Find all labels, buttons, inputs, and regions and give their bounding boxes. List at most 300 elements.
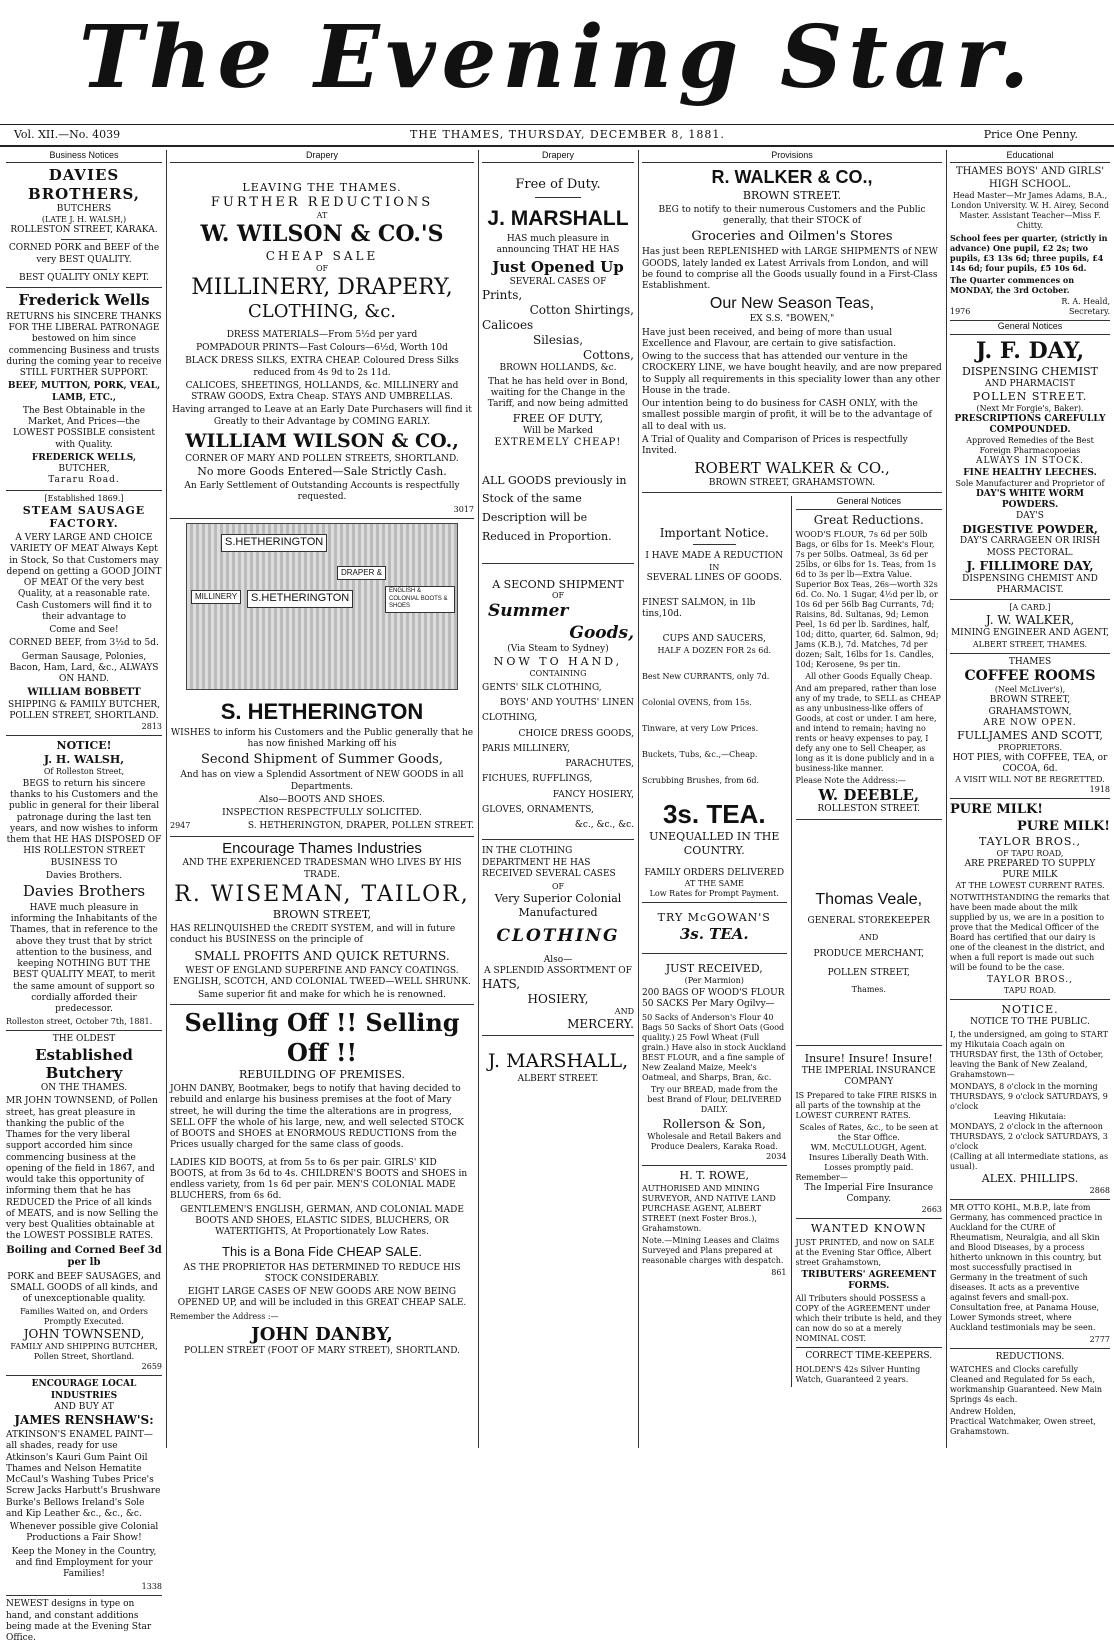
ad-text: FINE HEALTHY LEECHES. [963,467,1097,478]
ad-number: 1976 [950,307,971,317]
goods-list [482,683,634,832]
ad-text: POMPADOUR PRINTS—Fast Colours—6½d, Worth 10d [196,343,448,353]
ad-heading: W. WILSON & CO.'S [200,221,444,248]
ad-heading: J. H. WALSH, [43,753,125,766]
column-divider [166,150,167,1448]
ad-text: No more Goods Entered—Sale Strictly Cash. [197,464,447,478]
ad-text: A VISIT WILL NOT BE REGRETTED. [955,775,1105,785]
ad-text: Have just been received, and being of more than usual Excellence and Flavour, are certain to give satisfaction. [642,327,896,349]
ad-text: The Quarter commences on MONDAY, the 3rd October. [950,275,1075,296]
ad-text: LEAVING THE THAMES. [242,181,402,195]
ad-heading: JOHN TOWNSEND, [23,1327,145,1342]
ad-text: FREDERICK WELLS, [31,452,137,463]
ad-text: DAY'S [1016,511,1044,522]
ad-number: 2663 [921,1205,942,1214]
ad-heading: SMALL PROFITS AND QUICK RETURNS. [194,948,450,963]
ad-text: All Tributers should POSSESS a COPY of the AGREEMENT under which their tribute is held, and they can now do so at a merely NOMINAL COST. [795,1294,942,1344]
ad-text: SHIPPING & FAMILY BUTCHER, POLLEN STREET, SHORTLAND. [7,699,161,721]
ad-heading: Great Reductions. [813,512,924,527]
ad-text: THE IMPERIAL INSURANCE COMPANY [801,1066,936,1088]
ad-heading: Second Shipment of Summer Goods, [201,752,443,767]
ad-text: AND THE EXPERIENCED TRADESMAN WHO LIVES BY HIS TRADE. [182,858,462,880]
goods-list-item: GLOVES, ORNAMENTS, [482,804,594,815]
ad-text: BROWN STREET, GRAHAMSTOWN, [988,695,1072,717]
ad-text: HOT PIES, with COFFEE, TEA, or COCOA, 6d. [952,752,1108,774]
ad-text: Also—BOOTS AND SHOES. [258,794,386,805]
ad-text: FAMILY AND SHIPPING BUTCHER, Pollen Street, Shortland. [10,1342,158,1362]
ad-text: Owing to the success that has attended our venture in the CROCKERY LINE, we have bought heavily, and are now prepared to Supply all requirements in this speciality lower than any other House in the trade. [642,352,942,396]
issue-date: THE THAMES, THURSDAY, DECEMBER 8, 1881. [410,128,725,141]
ad-text: Davies Brothers. [45,870,123,881]
ad-text: [A CARD.] [1009,603,1051,613]
ad-heading: Davies Brothers [22,882,146,900]
ad-text: The Best Obtainable in the Market, And Prices—the LOWEST POSSIBLE consistent with Quality. [12,405,156,450]
ad-text: DAY'S CARRAGEEN OR IRISH MOSS PECTORAL. [959,536,1101,558]
section-header: Drapery [482,150,634,163]
ad-text: ROLLESTON STREET. [817,804,921,815]
column-drapery-marshall [482,150,634,1448]
ad-text: ALBERT STREET, THAMES. [972,639,1088,649]
ad-text: [Established 1869.] [44,493,124,503]
ad-text: HAS much pleasure in announcing THAT HE HAS [496,233,620,255]
ad-text: Tararu Road. [48,475,120,486]
ad-text: AND [614,1007,634,1017]
ad-heading: J. W. WALKER, [985,613,1075,628]
ad-text: WM. McCULLOUGH, Agent. [810,1142,927,1152]
ad-heading: PURE MILK! [1017,818,1110,834]
section-header: General Notices [950,320,1110,334]
subcolumn-right [792,496,942,1386]
subcolumn-left [642,496,792,1386]
ad-text: REBUILDING OF PREMISES. [238,1068,406,1082]
ad-heading: JOHN DANBY, [251,1323,393,1345]
ad-item: Prints, [482,288,523,303]
ad-heading: TAYLOR BROS., [978,834,1082,848]
ad-text: WILLIAM BOBBETT [27,687,141,699]
shop-sign: MILLINERY [191,590,241,604]
ad-text: That he has held over in Bond, waiting for the Change in the Tariff, and now being admitted [487,376,629,409]
ad-text: AT THE SAME [684,878,744,888]
ad-text: Will be Marked [523,426,593,436]
ad-item: HATS, [482,977,521,992]
ad-heading: CLOTHING, &c. [247,301,397,323]
ad-text: BEST QUALITY ONLY KEPT. [18,272,150,283]
ad-heading: Free of Duty. [515,177,601,193]
ad-heading: Groceries and Oilmen's Stores [691,229,893,244]
dateline [0,124,1114,147]
ad-text: ROLLESTON STREET, KARAKA. [10,225,158,235]
ad-text: BUTCHER, [58,464,110,474]
ad-text: LADIES KID BOOTS, at from 5s to 6s per pair. GIRLS' KID BOOTS, at from 3s 6d to 4s. CHILDREN'S BOOTS and SHOES in endless variety, from 1s 6d per pair. MEN'S COLONIAL MADE BLUCHERS, from 6s 6d. [170,1157,468,1202]
ad-number: 1338 [141,1582,162,1592]
ad-text: ARE NOW OPEN. [983,717,1077,728]
ad-text: ARE PREPARED TO SUPPLY PURE MILK [964,858,1096,880]
ad-text: GENTLEMEN'S ENGLISH, GERMAN, AND COLONIAL MADE BOOTS AND SHOES, ELASTIC SIDES, BLUCHERS, OR WATERTIGHTS, At Proportionately Low Rates. [180,1204,464,1237]
column-divider [638,150,639,1448]
ad-heading: REDUCTIONS. [995,1352,1065,1362]
ad-text: WEST OF ENGLAND SUPERFINE AND FANCY COATINGS. ENGLISH, SCOTCH, AND COLONIAL TWEED—WELL SHRUNK. [173,965,471,987]
ad-text: EIGHT LARGE CASES OF NEW GOODS ARE NOW BEING OPENED UP, and will be included in this GREAT CHEAP SALE. [177,1287,467,1309]
ad-text: FREE OF DUTY, [512,412,604,426]
shop-sign: S.HETHERINGTON [221,534,327,552]
ad-text: (Via Steam to Sydney) [507,643,609,654]
shop-sign: ENGLISH & COLONIAL BOOTS & SHOES [385,586,455,613]
ad-text: INSPECTION RESPECTFULLY SOLICITED. [222,808,422,818]
ad-text: Best New CURRANTS, only 7d. [642,671,770,681]
shop-sign: S.HETHERINGTON [247,590,353,608]
ad-item: HOSIERY, [527,992,589,1007]
ad-heading: Thomas Veale, [815,890,923,908]
ad-text: OF [551,591,565,601]
ad-text: Remember the Address :— [170,1311,279,1321]
ad-text: Of Rolleston Street, [43,766,125,776]
ad-text: Also— [543,954,573,965]
ad-item: Cotton Shirtings, [529,303,634,318]
ad-heading: W. DEEBLE, [818,785,920,804]
ad-text: JOHN DANBY, Bootmaker, begs to notify that having decided to rebuild and enlarge his business premises at the foot of Mary street, he will during the time the alterations are in progress, SELL OFF the whole of his large, new, and well selected STOCK of BOOTS and SHOES at ENORMOUS REDUCTIONS from the Prices usually charged for the same class of goods. [170,1084,464,1151]
section-header: Drapery [170,150,474,163]
section-header: Educational [950,150,1110,163]
ad-heading: JAMES RENSHAW'S: [14,1413,154,1427]
ad-number: 2034 [766,1151,787,1161]
ad-text: ATKINSON'S ENAMEL PAINT—all shades, ready for use Atkinson's Kauri Gum Paint Oil Thames and Nelson Hematite McCaul's Washing Tubes Price's Screw Jacks Harbutt's Brushware Burke's Bellows Ireland's Sole and Kip Leather &c., &c., &c. [6,1430,161,1519]
ad-number: 861 [771,1268,787,1278]
ad-text: ALL GOODS previously in Stock of the same Description will be Reduced in Proportion. [482,473,627,543]
ad-text: AND [859,932,879,942]
ad-text: (Neel McLiver's), [994,685,1066,695]
ad-text: 200 BAGS OF WOOD'S FLOUR 50 SACKS Per Mary Ogilvy— [642,988,785,1010]
ad-heading: ENCOURAGE LOCAL INDUSTRIES [31,1379,137,1401]
ad-text: Scales of Rates, &c., to be seen at the Star Office. [799,1122,939,1142]
ad-text: AUTHORISED AND MINING SURVEYOR, AND NATIVE LAND PURCHASE AGENT, ALBERT STREET (next Foster Bros.), Grahamstown. [642,1184,776,1234]
ad-text: BROWN HOLLANDS, &c. [499,363,617,374]
ad-text: Very Superior Colonial Manufactured [494,892,622,919]
ad-text: BROWN STREET. [742,188,842,202]
ad-text: TAYLOR BROS., [987,975,1073,985]
ad-text: BROWN STREET, GRAHAMSTOWN. [708,478,876,488]
section-header: Business Notices [6,150,162,163]
ad-text: S. HETHERINGTON, DRAPER, POLLEN STREET. [247,821,474,832]
ad-text: AT THE LOWEST CURRENT RATES. [955,881,1105,890]
column-divider [946,150,947,1448]
ad-text: Please Note the Address:— [795,775,906,785]
ad-heading: Selling Off !! Selling Off !! [184,1008,460,1068]
ad-text: NEWEST designs in type on hand, and constant additions being made at the Evening Star Office. [6,1599,152,1643]
ad-text: The Imperial Fire Insurance Company. [804,1182,934,1204]
ad-text: R. A. Heald, [1061,297,1110,307]
ad-text: I HAVE MADE A REDUCTION [645,551,784,562]
ad-text: A Trial of Quality and Comparison of Prices is respectfully Invited. [642,434,908,456]
ad-heading: H. T. ROWE, [679,1168,749,1182]
ad-heading: COFFEE ROOMS [964,667,1096,684]
goods-list-item: PARIS MILLINERY, [482,743,570,754]
ad-text: Approved Remedies of the Best Foreign Pharmacopoeias [966,436,1094,456]
ad-heading: J. MARSHALL, [487,1050,629,1073]
ad-text: 50 Sacks of Anderson's Flour 40 Bags 50 Sacks of Short Oats (Good quality.) 25 Fowl Wheat (Full grain.) Have also in stock Auckland BEST FLOUR, and a fine sample of New Zealand Maize, Meek's Oatmeal, and Sharps, Bran, &c. [642,1012,787,1082]
ad-text: An Early Settlement of Outstanding Accounts is respectfully requested. [184,480,460,502]
ad-text: Leaving Hikutaia: [993,1112,1067,1122]
ad-text: MONDAYS, 8 o'clock in the morning THURSDAYS, 9 o'clock SATURDAYS, 9 o'clock [950,1082,1108,1112]
ad-number: 1918 [1089,785,1110,795]
column-educational [950,150,1110,1448]
section-header: General Notices [796,496,942,509]
ad-text: Our intention being to do business for CASH ONLY, with the smallest possible margin of profit, it will be to the advantage of all to deal with us. [642,399,932,432]
ad-text: AND BUY AT [54,1401,114,1412]
volume-number: Vol. XII.—No. 4039 [14,128,121,141]
ad-heading: Encourage Thames Industries [222,839,422,857]
ad-heading: TRY McGOWAN'S [657,910,771,924]
ad-text: BUTCHERS [56,203,112,214]
ad-heading: J. FILLIMORE DAY, [966,558,1094,573]
ad-text: Note.—Mining Leases and Claims Surveyed and Plans prepared at reasonable charges with despatch. [642,1236,784,1266]
ad-heading: A SECOND SHIPMENT [492,577,624,591]
ad-text: PORK and BEEF SAUSAGES, and SMALL GOODS of all kinds, and of unexceptionable quality. [7,1271,161,1304]
ad-text: BEEF, MUTTON, PORK, VEAL, LAMB, ETC., [7,381,161,403]
ad-heading: J. MARSHALL [487,206,629,230]
ad-text: A VERY LARGE AND CHOICE VARIETY OF MEAT Always Kept in Stock, So that Customers may depend on getting a GOOD JOINT OF MEAT Of the very best Quality, at a reasonable rate. Cash Customers will find it to their advantage to [6,533,162,622]
ad-text: (Calling at all intermediate stations, as usual). [950,1152,1109,1172]
ad-text: Tinware, at very Low Prices. [642,723,759,733]
ad-heading: Important Notice. [659,526,769,541]
ad-number: 2947 [170,821,191,831]
goods-list-item: GENTS' SILK CLOTHING, [482,682,602,693]
ad-heading: Insure! Insure! Insure! [804,1052,933,1066]
ad-heading: Rollerson & Son, [662,1116,766,1131]
ad-text: SEVERAL CASES OF [509,277,607,287]
column-divider [478,150,479,1448]
ad-text: A SPLENDID ASSORTMENT OF [484,966,632,976]
ad-text: OF [551,882,565,891]
masthead [0,0,1114,122]
ad-text: Whenever possible give Colonial Productions a Fair Show! [9,1522,159,1544]
ad-heading: NOTICE! [56,739,112,753]
ad-text: Insures Liberally Death With. Losses promptly paid. [808,1152,929,1172]
ad-text: (Per Marmion) [684,976,744,985]
ad-text: ALWAYS IN STOCK. [976,456,1084,467]
ad-text: POLLEN STREET, [827,968,910,978]
ad-text: Secretary. [1068,307,1110,317]
ad-text: Thames. [851,985,886,995]
ad-text: PROPRIETORS. [997,742,1063,752]
ad-text: WISHES to inform his Customers and the Public generally that he has now finished Marking off his [170,727,474,749]
shop-engraving [186,523,458,690]
ad-text: JUST PRINTED, and now on SALE at the Evening Star Office, Albert street Grahamstown, [795,1237,935,1267]
ad-text: Having arranged to Leave at an Early Date Purchasers will find it Greatly to their Advantage by COMING EARLY. [172,405,472,427]
ad-heading: Goods, [569,622,634,643]
ad-heading: ROBERT WALKER & CO., [694,459,890,478]
ad-text: Try our BREAD, made from the best Brand of Flour, DELIVERED DAILY. [647,1084,782,1114]
ad-heading: This is a Bona Fide CHEAP SALE. [222,1244,422,1260]
ad-heading: Just Opened Up [492,258,624,277]
ad-heading: DAVIES BROTHERS, [28,166,140,203]
ad-text: ALBERT STREET. [517,1074,599,1084]
ad-heading: CORRECT TIME-KEEPERS. [805,1351,933,1362]
ad-text: HALF A DOZEN FOR 2s 6d. [657,645,772,655]
ad-heading: R. WISEMAN, TAILOR, [174,881,470,907]
ad-text: MR OTTO KOHL, M.B.P., late from Germany, has commenced practice in Auckland for the CURE of Rheumatism, Neuralgia, and all Skin and Blood Diseases, by a process hitherto unknown in this country, but most successfully practised in Germany in the treatment of such diseases. It acts as a preventive against fevers and small-pox. Consultation free, at Panama House, Lower Symonds street, where Auckland testimonials may be seen. [950,1203,1103,1332]
column-business-notices [6,150,162,1643]
ad-item: Calicoes [482,318,534,333]
ad-number: 3017 [453,505,474,514]
ad-text: BROWN STREET, [272,908,372,922]
goods-list-item: FANCY HOSIERY, [552,789,634,800]
ad-text: AND PHARMACIST [985,378,1075,389]
ad-text: SEVERAL LINES OF GOODS. [646,572,782,583]
shop-sign: DRAPER & [337,566,386,580]
ad-heading: S. HETHERINGTON [220,699,424,724]
ad-text: Andrew Holden, [950,1407,1016,1417]
ad-text: PRESCRIPTIONS CAREFULLY COMPOUNDED. [954,413,1106,435]
ad-text: CUPS AND SAUCERS, [662,634,766,645]
section-header: Provisions [642,150,942,163]
ad-text: DAY'S WHITE WORM POWDERS. [975,488,1085,510]
ad-item: Silesias, [532,333,584,348]
ad-text: OF [315,263,329,273]
ad-text: German Sausage, Polonies, Bacon, Ham, Lard, &c., ALWAYS ON HAND. [9,651,159,684]
ad-text: Families Waited on, and Orders Promptly Executed. [20,1307,148,1327]
ad-text: PRODUCE MERCHANT, [813,948,925,959]
ad-text: CALICOES, SHEETINGS, HOLLANDS, &c. MILLINERY and STRAW GOODS, Extra Cheap. STAYS AND UMBRELLAS. [185,380,459,402]
ad-heading: MILLINERY, DRAPERY, [191,274,453,300]
newspaper-title: The Evening Star. [78,7,1036,108]
ad-text: Same superior fit and make for which he is renowned. [198,990,446,1000]
ad-heading: JUST RECEIVED, [665,962,763,976]
ad-number: 2659 [141,1362,162,1372]
ad-text: AT [316,211,328,221]
ad-text: FAMILY ORDERS DELIVERED [644,867,785,878]
ad-item: MERCERY. [567,1017,634,1032]
ad-heading: DIGESTIVE POWDER, [962,522,1098,536]
ad-heading: 3s. TEA. [679,924,749,943]
ad-heading: Summer [488,601,569,622]
price: Price One Penny. [983,128,1078,141]
ad-text: CONTAINING [529,668,587,678]
ad-heading: ALEX. PHILLIPS. [981,1172,1079,1186]
ad-heading: Frederick Wells [18,291,150,309]
ad-text: BEGS to return his sincere thanks to his Customers and the public in general for their liberal patronage during the last ten years, and now wishes to inform them that HE HAS DISPOSED OF HIS ROLLESTON STREET BUSINESS TO [6,778,162,868]
ad-text: WOOD'S FLOUR, 7s 6d per 50lb Bags, or 6lbs for 1s. Meek's Flour, 7s per 50lbs. Oatmeal, 3s 6d per 25lbs, or 6lbs for 1s. Teas, from 1s 6d to 3s per lb—Extra Value. Superior Box Teas, 26s—worth 32s 6d. Co. No. 1 Sugar, 4½d per lb, or 10s 6d per 56lb Bag Currants, 7d; Raisins, 8d. Sultanas, 9d; Lemon Peel, 1s 6d per lb. Sardines, half, 10d; ditto, quarter, 6d. Salmon, 9d; Jams (K.B.), 7d. Matches, 7d per dozen; Salt, 16lbs for 1s. Candles, 10d; Kerosene, 9s per tin. [795,529,939,669]
ad-text: (Next Mr Forgie's, Baker). [976,403,1084,413]
ad-number: 2813 [141,722,162,732]
ad-item: Cottons, [583,348,634,363]
ad-text: CORNED BEEF, from 3½d to 5d. [9,638,159,649]
ad-text: NOTWITHSTANDING the remarks that have been made about the milk supplied by us, we are in a position to prove that the Medical Officer of the Board has certified that our dairy is one of the cleanest in the district, and when a full report is made out such will be found to be the case. [950,893,1110,972]
ad-text: EXTREMELY CHEAP! [494,437,622,449]
ad-text: TAPU ROAD. [1003,986,1057,996]
ad-text: And has on view a Splendid Assortment of NEW GOODS in all Departments. [180,770,464,792]
ad-text: Sole Manufacturer and Proprietor of [955,478,1105,488]
ad-text: ON THE THAMES. [40,1083,128,1093]
ad-text: Scrubbing Brushes, from 6d. [642,775,760,785]
ad-text: Buckets, Tubs, &c.,—Cheap. [642,749,758,759]
ad-text: Remember— [795,1172,848,1182]
ad-text: All other Goods Equally Cheap. [805,671,933,681]
ad-text: Wholesale and Retail Bakers and Produce Dealers, Karaka Road. [647,1131,782,1151]
column-drapery [170,150,474,1448]
ad-text: DISPENSING CHEMIST AND PHARMACIST. [962,573,1098,595]
ad-text: Has just been REPLENISHED with LARGE SHIPMENTS of NEW GOODS, lately landed ex Latest Arrivals from London, and will be found to comprise all the Goods usually found in a First-Class Establishment. [642,247,938,291]
goods-list-item: &c., &c., &c. [574,820,634,830]
ad-text: MINING ENGINEER AND AGENT, [950,628,1110,639]
ad-heading: CLOTHING [496,925,620,946]
ad-text: THE OLDEST [52,1034,116,1045]
ad-text: AS THE PROPRIETOR HAS DETERMINED TO REDUCE HIS STOCK CONSIDERABLY. [183,1262,461,1284]
ad-text: MR JOHN TOWNSEND, of Pollen street, has great pleasure in thanking the public of the Thames for the very liberal support accorded him since commencing business at the opening of the field in 1867, and would take this opportunity of informing them that he has REDUCED the Price of all kinds of MEATS, and is now Selling the very best Qualities obtainable at the LOWEST POSSIBLE RATES. [6,1096,159,1242]
ad-text: Low Rates for Prompt Payment. [649,888,779,898]
ad-heading: Our New Season Teas, [709,295,875,313]
ad-text: Head Master—Mr James Adams, B.A., London University. W. H. Airey, Second Master. Assistant Teacher—Miss F. Chitty. [950,191,1110,231]
ad-text: I, the undersigned, am going to START my Hikutaia Coach again on THURSDAY first, the 13th of October, leaving the Bank of New Zealand, Grahamstown— [950,1030,1108,1080]
ad-text: BLACK DRESS SILKS, EXTRA CHEAP. Coloured Dress Silks reduced from 4s 9d to 2s 11d. [185,356,459,378]
ad-text: CHEAP SALE [265,248,379,263]
ad-text: (LATE J. H. WALSH,) [41,215,127,224]
ad-heading: WILLIAM WILSON & CO., [185,429,459,452]
ad-heading: FULLJAMES AND SCOTT, [957,729,1103,742]
ad-text: POLLEN STREET. [972,390,1088,403]
ad-text: Boiling and Corned Beef 3d per lb [6,1244,162,1268]
ad-text: CORNER OF MARY AND POLLEN STREETS, SHORTLAND. [185,453,459,464]
ad-text: NOTICE TO THE PUBLIC. [970,1017,1090,1027]
ad-heading: WANTED KNOWN [810,1222,927,1235]
ad-text: Come and See! [49,625,119,635]
ad-heading: 3s. TEA. [662,798,766,829]
ad-heading: THAMES BOYS' AND GIRLS' HIGH SCHOOL. [955,166,1105,190]
ad-heading: J. F. DAY, [975,337,1085,364]
goods-list-item: FICHUES, RUFFLINGS, [482,774,593,785]
ad-heading: PURE MILK! [950,802,1043,818]
ad-text: IS Prepared to take FIRE RISKS in all parts of the township at the LOWEST CURRENT RATES. [795,1090,937,1120]
ad-text: HAS RELINQUISHED the CREDIT SYSTEM, and will in future conduct his BUSINESS on the principle of [170,924,456,946]
ad-text: NOW TO HAND, [493,655,623,668]
ad-text: HAVE much pleasure in informing the Inhabitants of the Thames, that in reference to the above they trust that by strict attention to the business, and keeping NOTHING BUT THE BEST QUALITY MEAT, to merit the same amount of support so cordially afforded their predecessor. [10,902,158,1014]
ad-text: MONDAYS, 2 o'clock in the afternoon THURSDAYS, 2 o'clock SATURDAYS, 3 o'clock [950,1122,1108,1152]
ad-text: WATCHES and Clocks carefully Cleaned and Regulated for 5s each, workmanship Guaranteed. New Main Springs 4s each. [950,1365,1103,1405]
ad-number: 2868 [1089,1186,1110,1195]
goods-list-item: CHOICE DRESS GOODS, [518,728,634,739]
ad-text: BEG to notify to their numerous Customers and the Public generally, that their STOCK of [658,204,926,226]
ad-text: IN [709,562,720,572]
ad-text: OF TAPU ROAD, [996,848,1064,858]
ad-text: RETURNS his SINCERE THANKS FOR THE LIBERAL PATRONAGE bestowed on him since commencing Business and trusts during the coming year to receive STILL FURTHER SUPPORT. [6,311,162,378]
ad-heading: TRIBUTERS' AGREEMENT FORMS. [801,1269,937,1291]
ad-text: DISPENSING CHEMIST [961,365,1099,378]
goods-list-item: PARACHUTES, [565,759,634,769]
ad-text: HOLDEN'S 42s Silver Hunting Watch, Guaranteed 2 years. [795,1364,921,1384]
column-provisions [642,150,942,1448]
goods-list-item: BOYS' AND YOUTHS' LINEN [499,698,634,708]
ad-number: 2777 [1089,1335,1110,1344]
ad-heading: NOTICE. [1001,1003,1059,1017]
ad-text: School fees per quarter, (strictly in advance) One pupil, £2 2s; two pupils, £3 13s 6d; three pupils, £4 14s 6d; four pupils, £5 10s 6d. [950,233,1108,274]
ad-text: IN THE CLOTHING DEPARTMENT HE HAS RECEIVED SEVERAL CASES [482,846,616,879]
ad-text: THAMES [1008,656,1052,667]
ad-heading: R. WALKER & CO., [711,167,873,188]
ad-text: Colonial OVENS, from 15s. [642,697,752,707]
ad-text: Keep the Money in the Country, and find Employment for your Families! [11,1546,157,1579]
ad-text: And am prepared, rather than lose any of my trade, to SELL as CHEAP as any unbusiness-like offers of Goods, at cost or under. I am here, and intend to remain; having no rents or heavy expenses to pay, I defy any one to Sell Cheaper, as long as it is done publicly and in a business-like manner. [795,683,941,773]
ad-text: CORNED PORK and BEEF of the very BEST QUALITY. [8,243,160,265]
goods-list-item: CLOTHING, [482,713,538,724]
ad-text: Practical Watchmaker, Owen street, Grahamstown. [950,1417,1096,1437]
ad-heading: Established Butchery [35,1045,133,1083]
ad-text: GENERAL STOREKEEPER [807,915,930,926]
ad-text: Rolleston street, October 7th, 1881. [6,1017,153,1027]
ad-text: EX S.S. "BOWEN," [749,314,835,325]
ad-text: FINEST SALMON, in 1lb tins,10d. [642,597,756,619]
ad-text: UNEQUALLED IN THE COUNTRY. [649,830,780,857]
ad-heading: STEAM SAUSAGE FACTORY. [22,503,146,531]
ad-heading: FURTHER REDUCTIONS [210,195,434,210]
